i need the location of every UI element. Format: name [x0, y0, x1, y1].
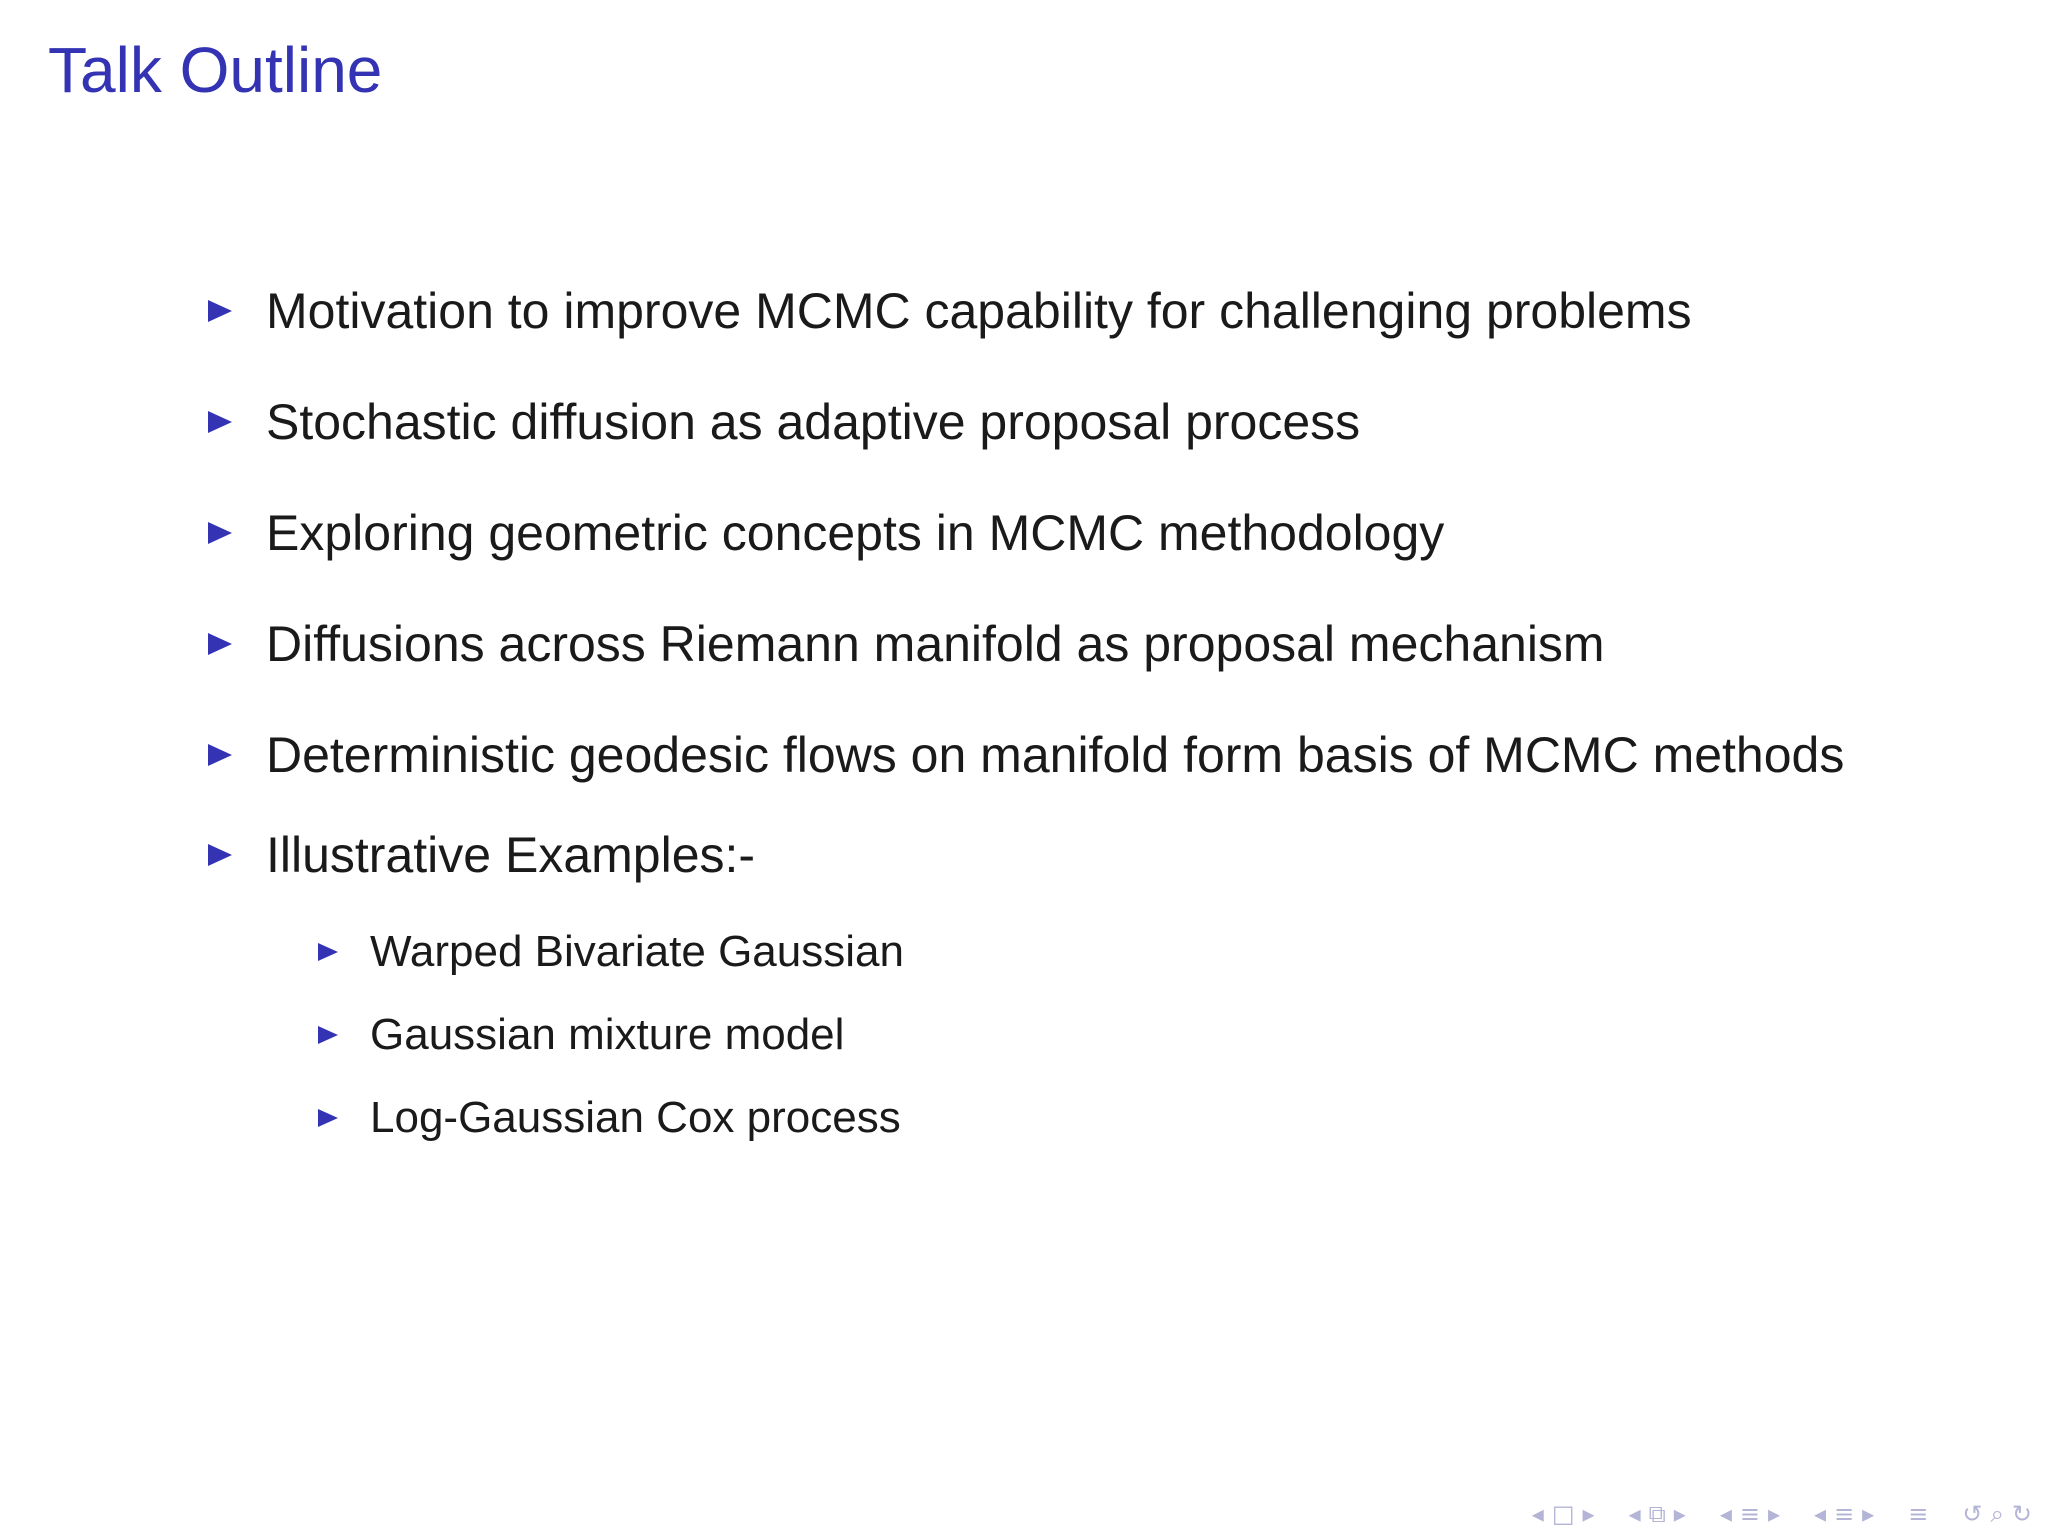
sub-list-item — [318, 1010, 845, 1059]
slide-nav-group — [1810, 1500, 1878, 1528]
list-item-text: Diffusions across Riemann manifold as proposal mechanism — [266, 616, 1605, 672]
search-nav-group — [1958, 1500, 2036, 1528]
redo-icon[interactable]: ↻ — [2011, 1500, 2032, 1528]
list-item-text: Deterministic geodesic flows on manifold form basis of MCMC methods — [266, 727, 1845, 783]
list-item-text: Illustrative Examples:- — [266, 827, 756, 883]
list-item-text: Stochastic diffusion as adaptive proposal process — [266, 394, 1361, 450]
undo-icon[interactable]: ↺ — [1962, 1500, 1983, 1528]
bullet-triangle-icon — [208, 744, 232, 766]
bullet-triangle-icon — [208, 633, 232, 655]
sub-list-item — [318, 1093, 901, 1142]
bullet-triangle-icon — [208, 522, 232, 544]
bullet-triangle-icon — [318, 1109, 338, 1127]
list-item-text: Exploring geometric concepts in MCMC methodology — [266, 505, 1445, 561]
bullet-triangle-icon — [208, 844, 232, 866]
section-next-icon[interactable]: ▸ — [1767, 1500, 1781, 1528]
bullet-triangle-icon — [318, 1026, 338, 1044]
subsection-next-icon[interactable]: ▸ — [1673, 1500, 1686, 1528]
search-icon[interactable]: ⌕ — [1990, 1500, 2004, 1528]
sub-list-item — [318, 927, 904, 976]
list-item — [208, 505, 1445, 561]
bullet-triangle-icon — [318, 943, 338, 961]
list-item — [208, 283, 1692, 339]
list-item — [208, 616, 1605, 672]
list-item — [208, 727, 1845, 783]
subsection-nav-group — [1625, 1500, 1690, 1528]
bullet-triangle-icon — [208, 300, 232, 322]
frame-icon[interactable]: □ — [1551, 1500, 1575, 1528]
bullet-triangle-icon — [208, 411, 232, 433]
subsection-icon[interactable]: ⧉ — [1648, 1500, 1666, 1528]
slide-icon[interactable]: ≡ — [1834, 1500, 1855, 1528]
section-nav-group — [1716, 1500, 1784, 1528]
list-item — [208, 394, 1361, 450]
slide-next-icon[interactable]: ▸ — [1862, 1500, 1875, 1528]
subsection-prev-icon[interactable]: ◂ — [1628, 1500, 1641, 1528]
beamer-navigation-bar — [1502, 1500, 2036, 1528]
frame-next-icon[interactable]: ▸ — [1582, 1500, 1595, 1528]
sub-list-item-text: Warped Bivariate Gaussian — [370, 927, 904, 976]
section-icon[interactable]: ≡ — [1739, 1500, 1760, 1528]
frame-nav-group — [1528, 1500, 1599, 1528]
slide-title: Talk Outline — [48, 34, 383, 106]
frame-prev-icon[interactable]: ◂ — [1531, 1500, 1544, 1528]
slide-prev-icon[interactable]: ◂ — [1814, 1500, 1827, 1528]
sub-list-item-text: Gaussian mixture model — [370, 1010, 845, 1059]
list-item — [208, 827, 756, 883]
align-icon[interactable]: ≡ — [1908, 1500, 1929, 1528]
sub-list-item-text: Log-Gaussian Cox process — [370, 1093, 901, 1142]
section-prev-icon[interactable]: ◂ — [1719, 1500, 1732, 1528]
list-item-text: Motivation to improve MCMC capability for challenging problems — [266, 283, 1692, 339]
align-nav-group — [1904, 1500, 1932, 1528]
